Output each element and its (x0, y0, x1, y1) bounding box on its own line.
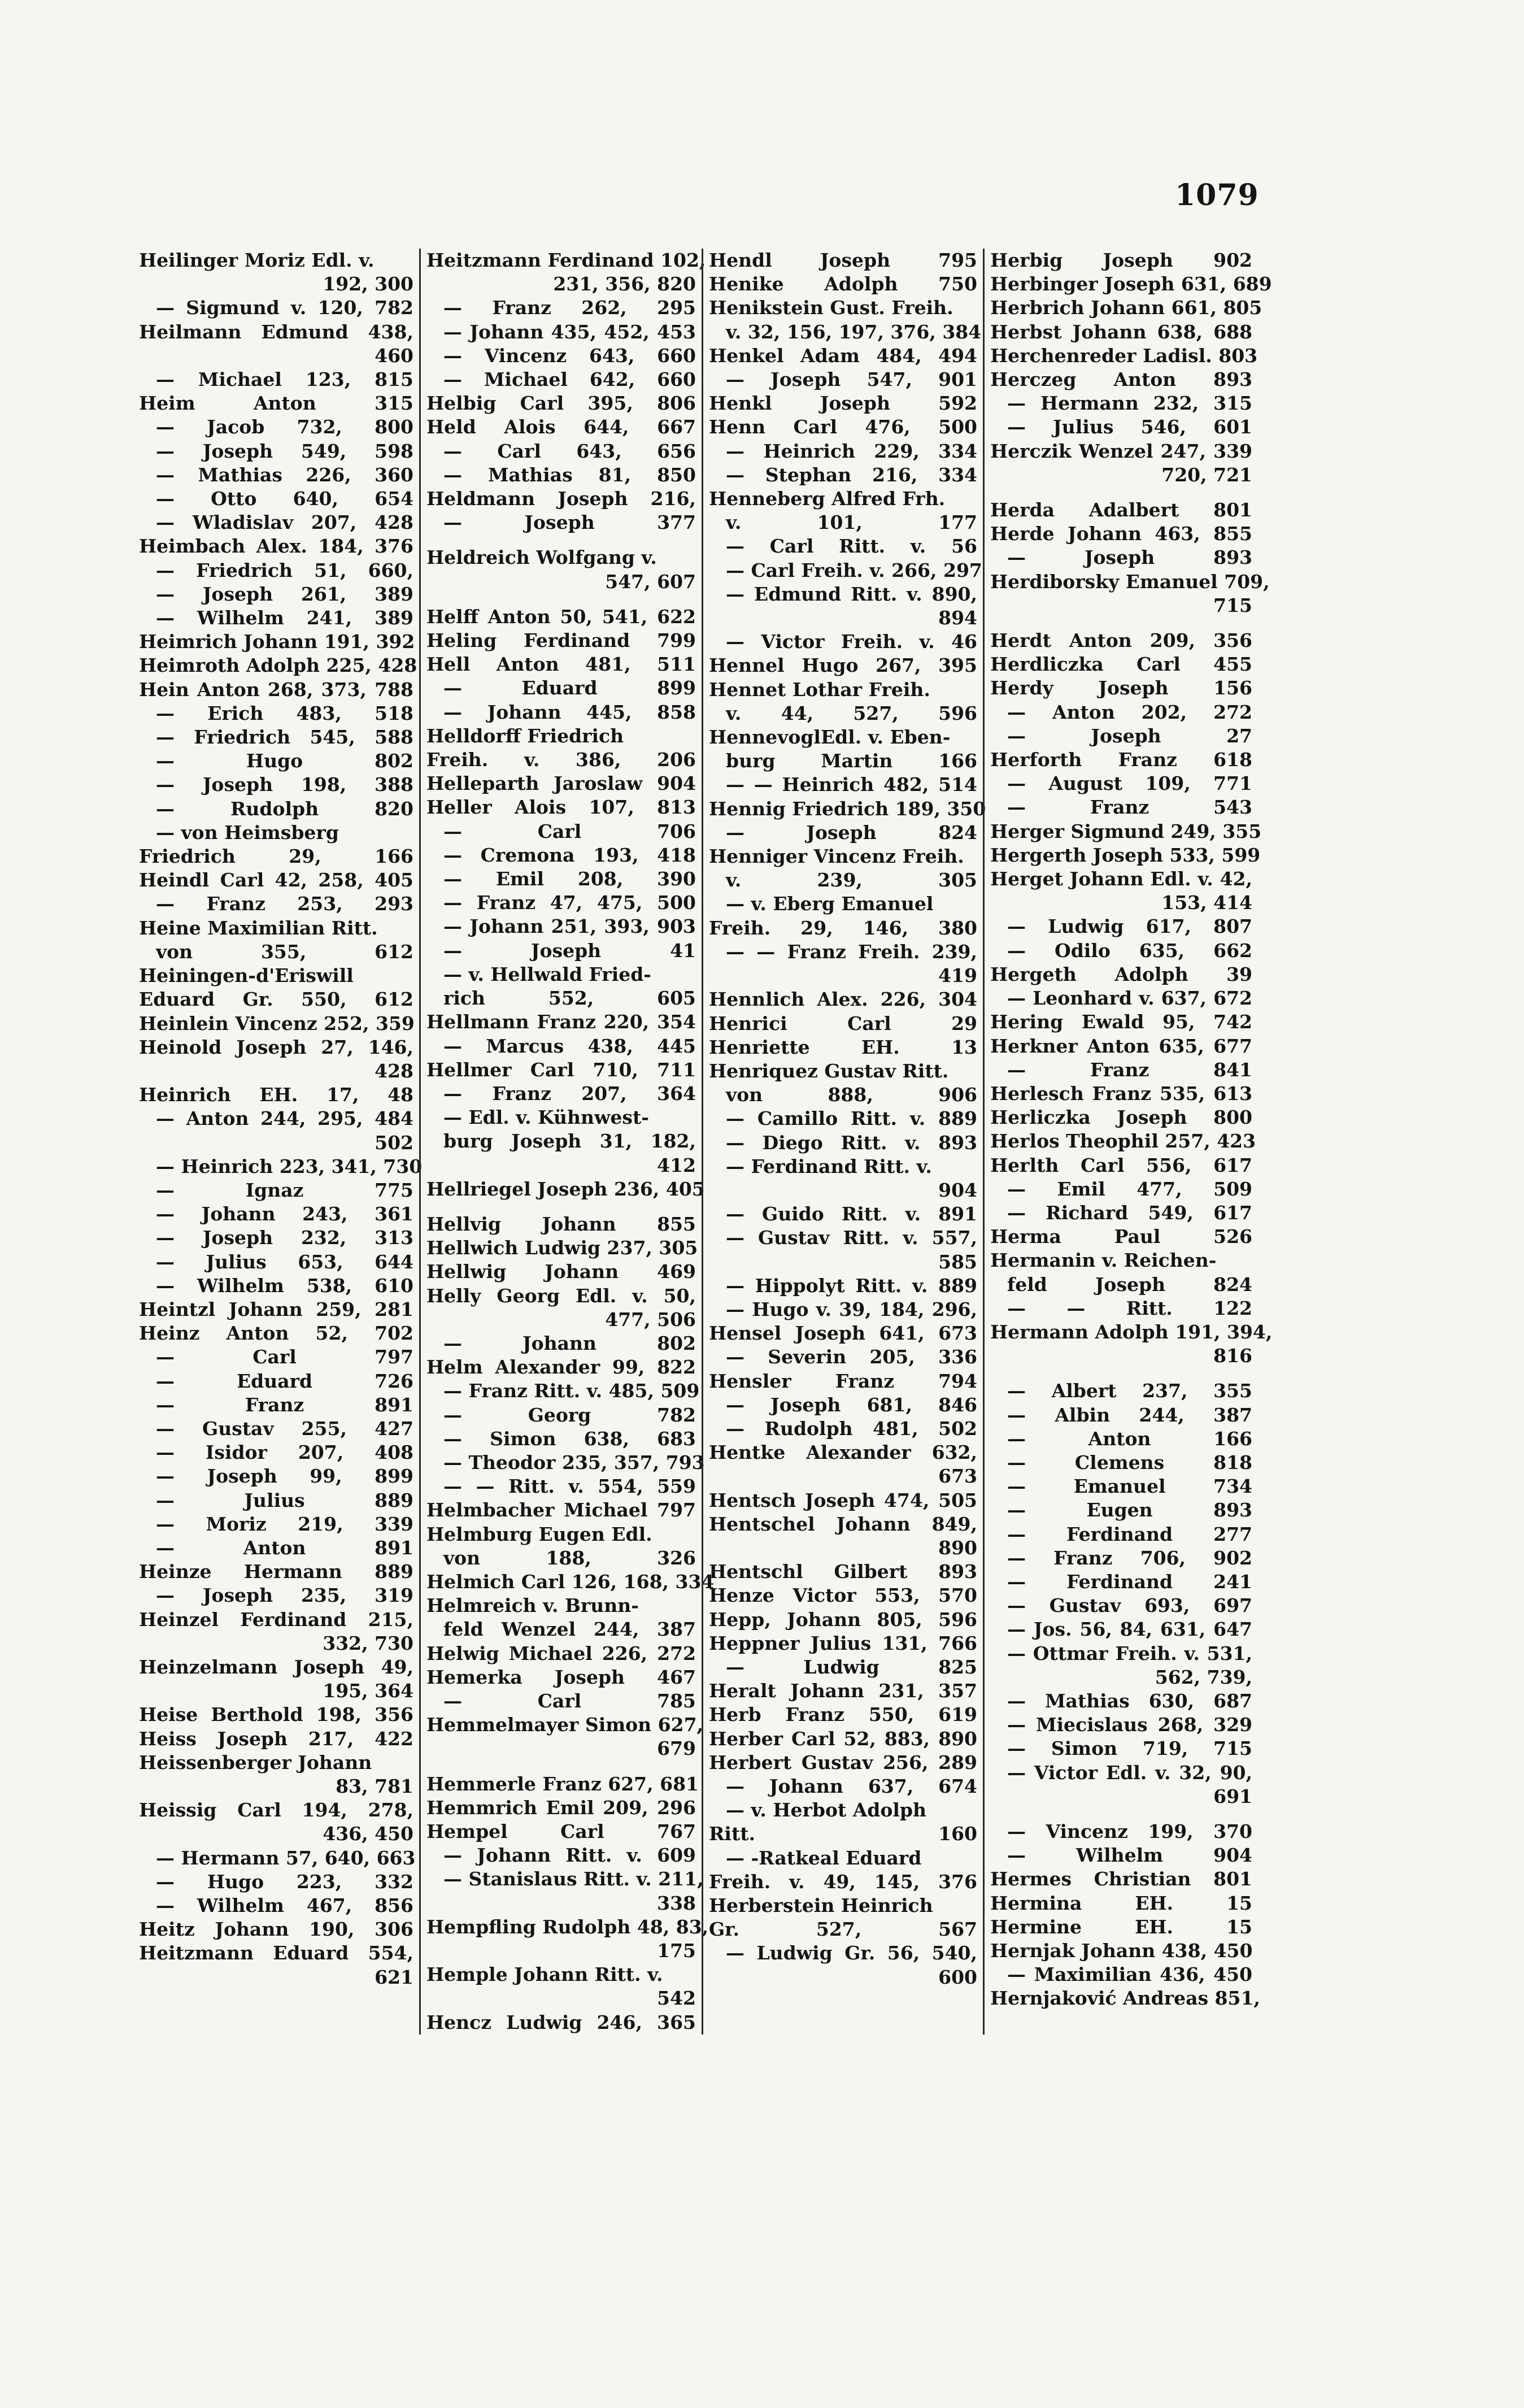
index-entry: Hennel Hugo 267, 395 (709, 654, 977, 677)
index-entry: — Joseph 235, 319 (156, 1584, 413, 1607)
index-entry: — v. Hellwald Fried- (443, 963, 651, 985)
index-entry: — Jacob 732, 800 (156, 416, 413, 438)
index-entry: Gr. 527, 567 (709, 1918, 977, 1941)
index-entry: Heldmann Joseph 216, (426, 488, 696, 510)
index-entry: — Eduard 899 (443, 677, 696, 699)
index-entry: — Theodor 235, 357, 793 (443, 1451, 705, 1474)
index-entry: — Hermann 57, 640, 663 (156, 1846, 416, 1869)
index-entry: — Joseph 824 (726, 821, 977, 844)
index-entry: — Franz Ritt. v. 485, 509 (443, 1380, 700, 1402)
index-entry: Heller Alois 107, 813 (426, 796, 696, 819)
index-entry: Herchenreder Ladisl. 803 (990, 344, 1258, 367)
index-entry: Ritt. 160 (709, 1823, 977, 1845)
index-entry: Heinrich EH. 17, 48 (139, 1084, 413, 1106)
index-entry: — Georg 782 (443, 1403, 696, 1426)
index-entry: — Odilo 635, 662 (1007, 939, 1252, 962)
index-entry: Henneberg Alfred Frh. (709, 488, 946, 510)
index-entry: — Hermann 232, 315 (1007, 392, 1252, 415)
index-entry: — Wilhelm 538, 610 (156, 1274, 413, 1297)
index-entry: Herlos Theophil 257, 423 (990, 1130, 1256, 1153)
index-entry: Herbinger Joseph 631, 689 (990, 273, 1272, 295)
index-entry: — Carl 706 (443, 820, 696, 842)
index-entry: — Vincenz 199, 370 (1007, 1820, 1252, 1842)
index-entry: 175 (657, 1940, 696, 1962)
index-entry: — Carl Freih. v. 266, 297 (726, 559, 982, 581)
index-entry: — Edl. v. Kühnwest- (443, 1106, 649, 1129)
index-entry: 338 (657, 1892, 696, 1914)
index-entry: v. 101, 177 (726, 511, 977, 534)
index-entry: Helldorff Friedrich (426, 724, 624, 747)
index-entry: Herkner Anton 635, 677 (990, 1035, 1252, 1057)
index-entry: 153, 414 (1161, 892, 1252, 914)
index-entry: — Mathias 630, 687 (1007, 1689, 1252, 1712)
index-entry: Helmburg Eugen Edl. (426, 1523, 652, 1545)
index-entry: Heindl Carl 42, 258, 405 (139, 869, 413, 892)
index-entry: — — Heinrich 482, 514 (726, 773, 977, 796)
index-entry: — Michael 642, 660 (443, 368, 696, 391)
index-entry: — Stanislaus Ritt. v. 211, (443, 1868, 704, 1890)
index-entry: Heiss Joseph 217, 422 (139, 1727, 413, 1750)
index-entry: Hemple Johann Ritt. v. (426, 1963, 663, 1986)
index-entry: Hennig Friedrich 189, 350 (709, 797, 986, 820)
index-entry: — Johann 637, 674 (726, 1775, 977, 1797)
index-entry: Hemmerle Franz 627, 681 (426, 1772, 699, 1795)
index-entry: — Albin 244, 387 (1007, 1403, 1252, 1426)
index-entry: — Anton 202, 272 (1007, 701, 1252, 723)
index-entry: Henniger Vincenz Freih. (709, 845, 964, 868)
index-entry: 419 (938, 964, 977, 987)
index-entry: — -Ratkeal Eduard (726, 1846, 922, 1869)
index-entry: Heissig Carl 194, 278, (139, 1799, 413, 1822)
index-entry: Hermina EH. 15 (990, 1892, 1252, 1914)
index-entry: — Carl 785 (443, 1689, 696, 1712)
index-entry: Hensel Joseph 641, 673 (709, 1322, 977, 1345)
index-columns (137, 249, 1273, 2033)
index-entry: Freih. 29, 146, 380 (709, 916, 977, 939)
index-entry: 600 (938, 1966, 977, 1988)
index-entry: Herma Paul 526 (990, 1225, 1252, 1248)
index-entry: — Isidor 207, 408 (156, 1441, 413, 1464)
index-entry: Heissenberger Johann (139, 1751, 372, 1774)
index-entry: Hentschel Johann 849, (709, 1512, 977, 1535)
page-number: 1079 (1175, 178, 1259, 212)
index-entry: — Ludwig Gr. 56, 540, (726, 1942, 977, 1964)
index-entry: Hempel Carl 767 (426, 1820, 696, 1842)
index-entry: — Johann 251, 393, 903 (443, 915, 696, 938)
index-entry: — Simon 719, 715 (1007, 1737, 1252, 1760)
index-entry: burg Martin 166 (726, 750, 977, 772)
index-entry: — Heinrich 223, 341, 730 (156, 1155, 423, 1177)
index-entry: 890 (938, 1536, 977, 1559)
index-entry: Heiningen-d'Eriswill (139, 964, 354, 987)
index-entry: — Joseph 99, 899 (156, 1465, 413, 1488)
index-entry: Hernjak Johann 438, 450 (990, 1940, 1253, 1962)
index-entry: — Joseph 549, 598 (156, 440, 413, 462)
index-entry: von 188, 326 (443, 1546, 696, 1569)
index-entry: — Marcus 438, 445 (443, 1035, 696, 1057)
index-entry: Heinze Hermann 889 (139, 1561, 413, 1583)
index-entry: — Jos. 56, 84, 631, 647 (1007, 1618, 1252, 1641)
index-entry: — Erich 483, 518 (156, 702, 413, 724)
index-entry: Herlesch Franz 535, 613 (990, 1082, 1252, 1105)
index-entry: — Franz 706, 902 (1007, 1546, 1252, 1569)
index-entry: Hentke Alexander 632, (709, 1441, 977, 1464)
index-entry: — Joseph 377 (443, 511, 696, 534)
index-entry: — Hugo 802 (156, 750, 413, 772)
index-entry: — Franz 262, 295 (443, 297, 696, 319)
index-entry: — Carl 797 (156, 1346, 413, 1368)
index-entry: 192, 300 (323, 273, 413, 295)
index-entry: Henriette EH. 13 (709, 1036, 977, 1058)
index-entry: 720, 721 (1161, 463, 1252, 486)
index-entry: Henikstein Gust. Freih. (709, 297, 953, 319)
index-entry: — Wladislav 207, 428 (156, 511, 413, 534)
index-entry: — Carl 643, 656 (443, 440, 696, 462)
index-entry: Hermes Christian 801 (990, 1868, 1252, 1890)
index-entry: Herdy Joseph 156 (990, 677, 1252, 699)
index-entry: Herczeg Anton 893 (990, 368, 1252, 391)
index-entry: 621 (375, 1966, 413, 1988)
index-entry: Hell Anton 481, 511 (426, 653, 696, 676)
index-entry: — Joseph 681, 846 (726, 1393, 977, 1416)
index-entry: Heinz Anton 52, 702 (139, 1322, 413, 1345)
index-entry: 332, 730 (323, 1632, 413, 1654)
index-entry: 477, 506 (605, 1308, 696, 1331)
index-entry: Hellriegel Joseph 236, 405 (426, 1177, 705, 1200)
index-entry: Hergeth Adolph 39 (990, 963, 1252, 985)
index-entry: Herde Johann 463, 855 (990, 523, 1252, 545)
index-entry: Hennlich Alex. 226, 304 (709, 988, 977, 1011)
index-entry: — Anton 166 (1007, 1427, 1252, 1450)
index-column-2 (419, 249, 715, 2035)
index-entry: Herlth Carl 556, 617 (990, 1154, 1252, 1176)
index-entry: — Gustav 693, 697 (1007, 1594, 1252, 1617)
index-entry: Hermann Adolph 191, 394, (990, 1320, 1273, 1343)
index-entry: Herb Franz 550, 619 (709, 1703, 977, 1726)
index-entry: von 355, 612 (156, 940, 413, 963)
index-entry: — Eduard 726 (156, 1370, 413, 1392)
index-entry: Hemerka Joseph 467 (426, 1666, 696, 1688)
index-entry: Helmbacher Michael 797 (426, 1499, 696, 1522)
index-entry: — Ferdinand 241 (1007, 1570, 1252, 1593)
index-entry: 436, 450 (323, 1823, 413, 1845)
index-entry: Heppner Julius 131, 766 (709, 1632, 977, 1654)
index-entry: — Eugen 893 (1007, 1499, 1252, 1522)
index-entry: — Friedrich 545, 588 (156, 726, 413, 749)
index-entry: Hellvig Johann 855 (426, 1212, 696, 1235)
index-entry: — Cremona 193, 418 (443, 844, 696, 866)
index-entry: — August 109, 771 (1007, 772, 1252, 795)
index-entry: Henkl Joseph 592 (709, 392, 977, 415)
index-entry: — Vincenz 643, 660 (443, 344, 696, 367)
index-entry: — Johann 435, 452, 453 (443, 320, 696, 343)
index-entry: 412 (657, 1154, 696, 1176)
index-entry: Henike Adolph 750 (709, 273, 977, 295)
index-entry: — Gustav 255, 427 (156, 1417, 413, 1440)
index-entry: Heldreich Wolfgang v. (426, 546, 657, 569)
index-column-1 (137, 249, 423, 2035)
index-entry: — Miecislaus 268, 329 (1007, 1714, 1252, 1736)
index-entry: Hering Ewald 95, 742 (990, 1011, 1252, 1033)
index-entry: feld Wenzel 244, 387 (443, 1618, 696, 1641)
index-entry: — v. Herbot Adolph (726, 1799, 926, 1822)
index-entry: Hemmrich Emil 209, 296 (426, 1796, 696, 1819)
index-entry: 816 (1213, 1345, 1252, 1367)
index-entry: — Wilhelm 467, 856 (156, 1894, 413, 1917)
index-entry: Helwig Michael 226, 272 (426, 1642, 696, 1664)
index-entry: — — Franz Freih. 239, (726, 940, 977, 963)
index-entry: Herda Adalbert 801 (990, 499, 1252, 521)
index-entry: — Hugo 223, 332 (156, 1870, 413, 1893)
index-entry: — Anton 891 (156, 1536, 413, 1559)
index-entry: 673 (938, 1465, 977, 1488)
index-entry: Heitz Johann 190, 306 (139, 1918, 413, 1941)
index-entry: — Sigmund v. 120, 782 (156, 297, 413, 319)
index-entry: — — Ritt. v. 554, 559 (443, 1475, 696, 1498)
index-entry: Heinlein Vincenz 252, 359 (139, 1012, 415, 1035)
index-entry: Herbst Johann 638, 688 (990, 320, 1252, 343)
index-entry: Hellmer Carl 710, 711 (426, 1058, 696, 1081)
index-entry: — Johann 445, 858 (443, 701, 696, 723)
index-entry: — Camillo Ritt. v. 889 (726, 1107, 977, 1130)
index-entry: Herger Sigmund 249, 355 (990, 820, 1262, 842)
index-entry: Herberstein Heinrich (709, 1894, 933, 1917)
index-entry: Hensler Franz 794 (709, 1370, 977, 1392)
index-entry: Heinzelmann Joseph 49, (139, 1655, 413, 1678)
index-entry: 894 (938, 607, 977, 629)
index-entry: Heitzmann Eduard 554, (139, 1942, 413, 1964)
index-column-4 (983, 249, 1273, 2035)
index-entry: — Joseph 261, 389 (156, 583, 413, 605)
index-entry: Hendl Joseph 795 (709, 249, 977, 271)
index-entry: Herforth Franz 618 (990, 749, 1252, 771)
index-entry: — Wilhelm 904 (1007, 1844, 1252, 1867)
index-entry: — Julius 889 (156, 1489, 413, 1511)
index-entry: Henkel Adam 484, 494 (709, 344, 977, 367)
index-entry: Heise Berthold 198, 356 (139, 1703, 413, 1726)
index-entry: Helmreich v. Brunn- (426, 1594, 639, 1617)
index-entry: — Franz 543 (1007, 796, 1252, 819)
index-entry: Hein Anton 268, 373, 788 (139, 678, 413, 701)
index-entry: — Diego Ritt. v. 893 (726, 1131, 977, 1154)
index-entry: — Wilhelm 241, 389 (156, 607, 413, 629)
index-entry: — Richard 549, 617 (1007, 1201, 1252, 1224)
index-entry: — Moriz 219, 339 (156, 1512, 413, 1535)
index-entry: — Hippolyt Ritt. v. 889 (726, 1274, 977, 1297)
index-entry: Herbert Gustav 256, 289 (709, 1751, 977, 1774)
index-entry: — Carl Ritt. v. 56 (726, 535, 977, 558)
index-entry: feld Joseph 824 (1007, 1273, 1252, 1296)
index-entry: — Johann 243, 361 (156, 1203, 413, 1225)
index-entry: — Mathias 81, 850 (443, 463, 696, 486)
index-entry: — Franz 47, 475, 500 (443, 892, 696, 914)
index-entry: Helleparth Jaroslaw 904 (426, 772, 696, 795)
index-entry: Hermanin v. Reichen- (990, 1249, 1217, 1272)
index-entry: Helm Alexander 99, 822 (426, 1356, 696, 1379)
index-entry: Heimrich Johann 191, 392 (139, 631, 415, 653)
index-entry: von 888, 906 (726, 1084, 977, 1106)
index-entry: 460 (375, 344, 413, 367)
index-entry: — Ferdinand 277 (1007, 1523, 1252, 1545)
index-entry: — Joseph 27 (1007, 724, 1252, 747)
index-entry: 904 (938, 1179, 977, 1201)
index-entry: Helff Anton 50, 541, 622 (426, 605, 696, 628)
index-entry: Hergerth Joseph 533, 599 (990, 844, 1261, 866)
index-entry: — Joseph 547, 901 (726, 368, 977, 391)
index-entry: Herliczka Joseph 800 (990, 1106, 1252, 1129)
index-entry: Helbig Carl 395, 806 (426, 392, 696, 415)
index-entry: — Anton 244, 295, 484 (156, 1107, 413, 1130)
index-entry: 195, 364 (323, 1680, 413, 1702)
index-entry: — Johann Ritt. v. 609 (443, 1844, 696, 1867)
index-entry: — Joseph 232, 313 (156, 1227, 413, 1249)
index-entry: — Ignaz 775 (156, 1179, 413, 1201)
index-entry: — Gustav Ritt. v. 557, (726, 1227, 977, 1249)
index-entry: — Emil 208, 390 (443, 868, 696, 890)
index-entry: Hennet Lothar Freih. (709, 678, 930, 701)
index-column-3 (702, 249, 986, 2035)
index-entry: Heimbach Alex. 184, 376 (139, 535, 413, 558)
index-entry: Herdliczka Carl 455 (990, 653, 1252, 676)
index-entry: Heimroth Adolph 225, 428 (139, 654, 417, 677)
index-entry: Hentsch Joseph 474, 505 (709, 1489, 977, 1511)
index-entry: Heitzmann Ferdinand 102, (426, 249, 706, 271)
index-entry: rich 552, 605 (443, 987, 696, 1010)
index-entry: — Victor Edl. v. 32, 90, (1007, 1761, 1252, 1784)
index-entry: — Ludwig 825 (726, 1655, 977, 1678)
index-entry: — Julius 546, 601 (1007, 416, 1252, 438)
index-entry: Held Alois 644, 667 (426, 416, 696, 438)
index-entry: — Emanuel 734 (1007, 1475, 1252, 1498)
index-entry: 679 (657, 1737, 696, 1760)
index-entry: — Severin 205, 336 (726, 1346, 977, 1368)
index-entry: Hellwich Ludwig 237, 305 (426, 1237, 698, 1259)
index-entry: Eduard Gr. 550, 612 (139, 988, 413, 1011)
index-entry: burg Joseph 31, 182, (443, 1130, 696, 1153)
index-entry: Hepp, Johann 805, 596 (709, 1608, 977, 1631)
index-entry: 585 (938, 1250, 977, 1273)
index-entry: — Simon 638, 683 (443, 1427, 696, 1450)
index-entry: 715 (1213, 594, 1252, 616)
index-entry: Herbrich Johann 661, 805 (990, 297, 1262, 319)
index-entry: Hellmann Franz 220, 354 (426, 1011, 696, 1033)
index-entry: — von Heimsberg (156, 821, 339, 844)
index-entry: HennevoglEdl. v. Eben- (709, 726, 951, 749)
index-entry: Hernjaković Andreas 851, (990, 1987, 1260, 2010)
index-entry: 691 (1213, 1785, 1252, 1807)
index-entry: Hermine EH. 15 (990, 1915, 1252, 1938)
index-entry: — Joseph 893 (1007, 546, 1252, 569)
index-entry: — Guido Ritt. v. 891 (726, 1203, 977, 1225)
index-entry: Herdt Anton 209, 356 (990, 629, 1252, 652)
index-entry: Heilmann Edmund 438, (139, 320, 413, 343)
index-entry: Hentschl Gilbert 893 (709, 1561, 977, 1583)
index-entry: Friedrich 29, 166 (139, 845, 413, 868)
index-entry: Henze Victor 553, 570 (709, 1584, 977, 1607)
index-entry: — Ludwig 617, 807 (1007, 915, 1252, 938)
index-entry: — Ferdinand Ritt. v. (726, 1155, 932, 1177)
index-entry: Herczik Wenzel 247, 339 (990, 440, 1252, 462)
index-entry: 428 (375, 1059, 413, 1082)
index-entry: Heilinger Moriz Edl. v. (139, 249, 375, 271)
index-entry: v. 32, 156, 197, 376, 384 (726, 320, 982, 343)
index-entry: v. 44, 527, 596 (726, 702, 977, 724)
index-entry: — Michael 123, 815 (156, 368, 413, 391)
index-entry: — Joseph 41 (443, 939, 696, 962)
index-entry: Henn Carl 476, 500 (709, 416, 977, 438)
index-entry: — Emil 477, 509 (1007, 1177, 1252, 1200)
index-entry: Hellwig Johann 469 (426, 1260, 696, 1283)
index-entry: Heim Anton 315 (139, 392, 413, 415)
index-entry: Heine Maximilian Ritt. (139, 916, 378, 939)
index-entry: — Rudolph 481, 502 (726, 1417, 977, 1440)
index-entry: Freih. v. 386, 206 (426, 749, 696, 771)
index-entry: — Friedrich 51, 660, (156, 559, 413, 581)
index-entry: — Ottmar Freih. v. 531, (1007, 1642, 1252, 1664)
index-entry: — Franz 841 (1007, 1058, 1252, 1081)
index-entry: — Franz 891 (156, 1393, 413, 1416)
index-entry: — Heinrich 229, 334 (726, 440, 977, 462)
index-entry: — Albert 237, 355 (1007, 1380, 1252, 1402)
index-entry: — Franz 253, 293 (156, 893, 413, 915)
index-entry: Herget Johann Edl. v. 42, (990, 868, 1252, 890)
index-entry: — Julius 653, 644 (156, 1250, 413, 1273)
index-entry: Herber Carl 52, 883, 890 (709, 1727, 977, 1750)
index-entry: — Maximilian 436, 450 (1007, 1963, 1252, 1986)
index-entry: — Joseph 198, 388 (156, 773, 413, 796)
index-entry: Heintzl Johann 259, 281 (139, 1298, 413, 1320)
index-entry: Hencz Ludwig 246, 365 (426, 2011, 696, 2033)
index-entry: — Otto 640, 654 (156, 488, 413, 510)
index-entry: Heling Ferdinand 799 (426, 629, 696, 652)
index-entry: — Stephan 216, 334 (726, 463, 977, 486)
index-entry: 562, 739, (1155, 1666, 1252, 1688)
index-entry: 231, 356, 820 (553, 273, 696, 295)
index-entry: Helmich Carl 126, 168, 334 (426, 1570, 715, 1593)
index-entry: Henrici Carl 29 (709, 1012, 977, 1035)
index-entry: — Rudolph 820 (156, 797, 413, 820)
index-entry: Helly Georg Edl. v. 50, (426, 1284, 696, 1307)
index-entry: Heralt Johann 231, 357 (709, 1680, 977, 1702)
index-entry: — Johann 802 (443, 1332, 696, 1354)
index-entry: Heinold Joseph 27, 146, (139, 1036, 413, 1058)
index-entry: v. 239, 305 (726, 869, 977, 892)
index-entry: Hempfling Rudolph 48, 83, (426, 1915, 709, 1938)
index-entry: — — Ritt. 122 (1007, 1297, 1252, 1319)
index-entry: — Mathias 226, 360 (156, 463, 413, 486)
index-entry: — Clemens 818 (1007, 1451, 1252, 1474)
index-entry: — Edmund Ritt. v. 890, (726, 583, 977, 605)
index-entry: Heinzel Ferdinand 215, (139, 1608, 413, 1631)
index-entry: — Leonhard v. 637, 672 (1007, 987, 1252, 1010)
index-entry: 502 (375, 1131, 413, 1154)
index-entry: Herbig Joseph 902 (990, 249, 1252, 271)
index-entry: — Franz 207, 364 (443, 1082, 696, 1105)
index-entry: Hemmelmayer Simon 627, (426, 1714, 704, 1736)
index-entry: 542 (657, 1987, 696, 2010)
index-entry: Freih. v. 49, 145, 376 (709, 1870, 977, 1893)
index-entry: — Hugo v. 39, 184, 296, (726, 1298, 977, 1320)
index-entry: 83, 781 (336, 1775, 413, 1797)
index-entry: — Victor Freih. v. 46 (726, 631, 977, 653)
index-entry: — v. Eberg Emanuel (726, 893, 934, 915)
index-entry: Henriquez Gustav Ritt. (709, 1059, 949, 1082)
index-entry: 547, 607 (605, 570, 696, 593)
index-entry: Herdiborsky Emanuel 709, (990, 570, 1270, 593)
